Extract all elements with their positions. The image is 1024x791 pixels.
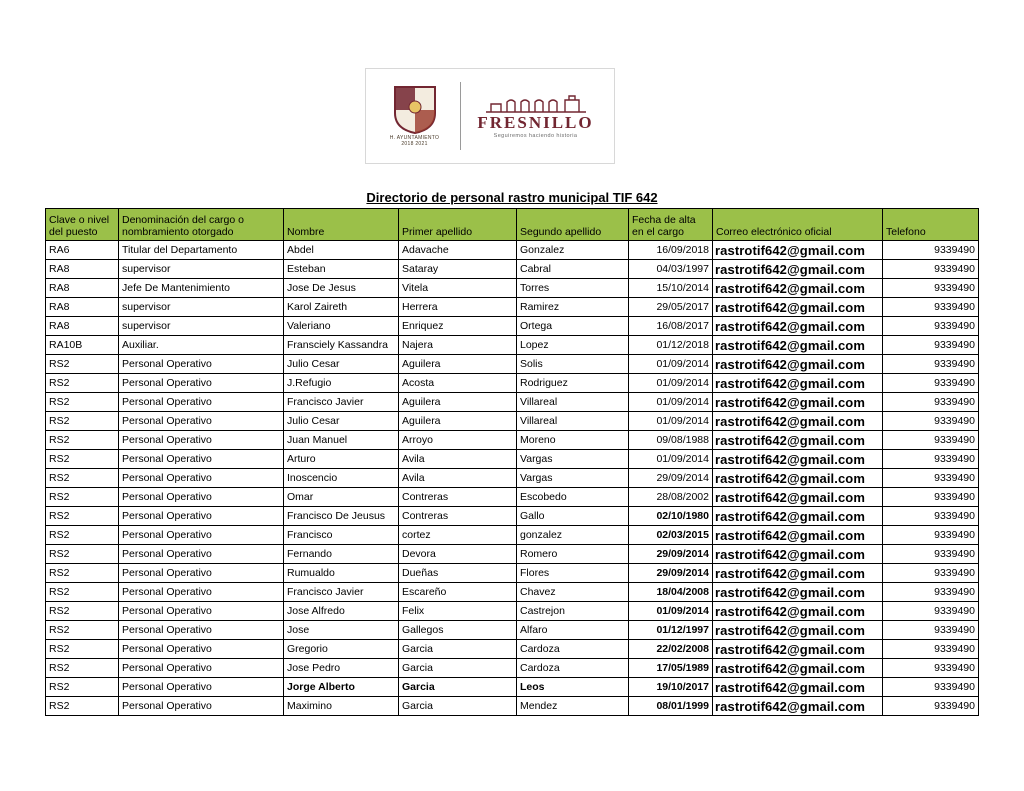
cell-nombre: Jose bbox=[284, 621, 399, 640]
cell-correo: rastrotif642@gmail.com bbox=[713, 431, 883, 450]
cell-primer: Garcia bbox=[399, 640, 517, 659]
cell-fecha: 19/10/2017 bbox=[629, 678, 713, 697]
cell-primer: Avila bbox=[399, 450, 517, 469]
table-row bbox=[46, 678, 979, 697]
fresnillo-logo bbox=[471, 94, 601, 139]
cell-clave: RS2 bbox=[46, 507, 119, 526]
cell-telefono: 9339490 bbox=[883, 393, 979, 412]
table-row bbox=[46, 564, 979, 583]
cell-telefono: 9339490 bbox=[883, 336, 979, 355]
cell-primer: Garcia bbox=[399, 697, 517, 716]
cell-cargo: Personal Operativo bbox=[119, 545, 284, 564]
cell-nombre: Gregorio bbox=[284, 640, 399, 659]
city-crest-logo bbox=[380, 85, 450, 147]
cell-cargo: supervisor bbox=[119, 298, 284, 317]
column-header-correo: Correo electrónico oficial bbox=[713, 209, 883, 241]
header-logo-block bbox=[365, 68, 615, 164]
cell-cargo: supervisor bbox=[119, 260, 284, 279]
cell-cargo: Personal Operativo bbox=[119, 564, 284, 583]
cell-nombre: Jose Pedro bbox=[284, 659, 399, 678]
table-row bbox=[46, 260, 979, 279]
cell-fecha: 17/05/1989 bbox=[629, 659, 713, 678]
cell-correo: rastrotif642@gmail.com bbox=[713, 336, 883, 355]
cell-primer: Sataray bbox=[399, 260, 517, 279]
cell-clave: RA10B bbox=[46, 336, 119, 355]
cell-cargo: Personal Operativo bbox=[119, 621, 284, 640]
cell-telefono: 9339490 bbox=[883, 659, 979, 678]
building-silhouette-icon bbox=[481, 94, 591, 114]
cell-clave: RS2 bbox=[46, 583, 119, 602]
cell-fecha: 01/09/2014 bbox=[629, 393, 713, 412]
cell-correo: rastrotif642@gmail.com bbox=[713, 678, 883, 697]
cell-correo: rastrotif642@gmail.com bbox=[713, 260, 883, 279]
table-row bbox=[46, 336, 979, 355]
table-row bbox=[46, 621, 979, 640]
cell-correo: rastrotif642@gmail.com bbox=[713, 621, 883, 640]
cell-clave: RS2 bbox=[46, 431, 119, 450]
cell-telefono: 9339490 bbox=[883, 431, 979, 450]
table-row bbox=[46, 317, 979, 336]
column-header-nombre: Nombre bbox=[284, 209, 399, 241]
cell-correo: rastrotif642@gmail.com bbox=[713, 507, 883, 526]
cell-telefono: 9339490 bbox=[883, 279, 979, 298]
cell-segundo: Castrejon bbox=[517, 602, 629, 621]
cell-clave: RS2 bbox=[46, 640, 119, 659]
cell-nombre: Jose Alfredo bbox=[284, 602, 399, 621]
cell-fecha: 04/03/1997 bbox=[629, 260, 713, 279]
cell-primer: Adavache bbox=[399, 241, 517, 260]
cell-fecha: 15/10/2014 bbox=[629, 279, 713, 298]
table-row bbox=[46, 602, 979, 621]
column-header-fecha: Fecha de alta en el cargo bbox=[629, 209, 713, 241]
cell-telefono: 9339490 bbox=[883, 412, 979, 431]
cell-primer: Herrera bbox=[399, 298, 517, 317]
cell-nombre: Francisco bbox=[284, 526, 399, 545]
cell-telefono: 9339490 bbox=[883, 298, 979, 317]
column-header-cargo: Denominación del cargo o nombramiento otorgado bbox=[119, 209, 284, 241]
cell-primer: Felix bbox=[399, 602, 517, 621]
cell-nombre: Juan Manuel bbox=[284, 431, 399, 450]
table-row bbox=[46, 431, 979, 450]
cell-telefono: 9339490 bbox=[883, 545, 979, 564]
cell-clave: RS2 bbox=[46, 526, 119, 545]
cell-primer: Gallegos bbox=[399, 621, 517, 640]
crest-caption-line1: H. AYUNTAMIENTO bbox=[389, 135, 440, 141]
table-row bbox=[46, 355, 979, 374]
table-row bbox=[46, 507, 979, 526]
cell-segundo: gonzalez bbox=[517, 526, 629, 545]
cell-clave: RA8 bbox=[46, 260, 119, 279]
cell-fecha: 01/12/2018 bbox=[629, 336, 713, 355]
crest-caption-line2: 2018 2021 bbox=[401, 141, 428, 147]
cell-clave: RS2 bbox=[46, 564, 119, 583]
cell-correo: rastrotif642@gmail.com bbox=[713, 469, 883, 488]
cell-cargo: Personal Operativo bbox=[119, 355, 284, 374]
cell-nombre: Abdel bbox=[284, 241, 399, 260]
cell-clave: RS2 bbox=[46, 678, 119, 697]
table-row bbox=[46, 488, 979, 507]
cell-primer: Aguilera bbox=[399, 355, 517, 374]
cell-fecha: 02/10/1980 bbox=[629, 507, 713, 526]
column-header-clave: Clave o nivel del puesto bbox=[46, 209, 119, 241]
cell-correo: rastrotif642@gmail.com bbox=[713, 374, 883, 393]
cell-fecha: 29/09/2014 bbox=[629, 469, 713, 488]
cell-clave: RS2 bbox=[46, 697, 119, 716]
cell-primer: Escareño bbox=[399, 583, 517, 602]
cell-segundo: Ramirez bbox=[517, 298, 629, 317]
cell-segundo: Alfaro bbox=[517, 621, 629, 640]
cell-primer: Aguilera bbox=[399, 412, 517, 431]
cell-nombre: Inoscencio bbox=[284, 469, 399, 488]
cell-segundo: Lopez bbox=[517, 336, 629, 355]
cell-segundo: Flores bbox=[517, 564, 629, 583]
table-row bbox=[46, 526, 979, 545]
cell-telefono: 9339490 bbox=[883, 260, 979, 279]
cell-segundo: Cabral bbox=[517, 260, 629, 279]
brand-tagline: Seguiremos haciendo historia bbox=[493, 132, 578, 139]
cell-correo: rastrotif642@gmail.com bbox=[713, 393, 883, 412]
cell-segundo: Rodriguez bbox=[517, 374, 629, 393]
cell-correo: rastrotif642@gmail.com bbox=[713, 545, 883, 564]
cell-cargo: Personal Operativo bbox=[119, 393, 284, 412]
cell-telefono: 9339490 bbox=[883, 678, 979, 697]
column-header-primer: Primer apellido bbox=[399, 209, 517, 241]
cell-nombre: Fernando bbox=[284, 545, 399, 564]
cell-nombre: Francisco De Jeusus bbox=[284, 507, 399, 526]
cell-primer: Vitela bbox=[399, 279, 517, 298]
cell-segundo: Romero bbox=[517, 545, 629, 564]
cell-nombre: Francisco Javier bbox=[284, 393, 399, 412]
cell-correo: rastrotif642@gmail.com bbox=[713, 279, 883, 298]
cell-nombre: Karol Zaireth bbox=[284, 298, 399, 317]
cell-fecha: 01/09/2014 bbox=[629, 450, 713, 469]
cell-segundo: Leos bbox=[517, 678, 629, 697]
cell-cargo: Personal Operativo bbox=[119, 678, 284, 697]
cell-telefono: 9339490 bbox=[883, 374, 979, 393]
cell-fecha: 22/02/2008 bbox=[629, 640, 713, 659]
cell-cargo: Personal Operativo bbox=[119, 412, 284, 431]
cell-cargo: Personal Operativo bbox=[119, 431, 284, 450]
cell-segundo: Gonzalez bbox=[517, 241, 629, 260]
cell-nombre: Jose De Jesus bbox=[284, 279, 399, 298]
cell-segundo: Chavez bbox=[517, 583, 629, 602]
cell-telefono: 9339490 bbox=[883, 241, 979, 260]
cell-fecha: 16/08/2017 bbox=[629, 317, 713, 336]
cell-nombre: Rumualdo bbox=[284, 564, 399, 583]
table-row bbox=[46, 450, 979, 469]
cell-clave: RS2 bbox=[46, 469, 119, 488]
cell-clave: RA8 bbox=[46, 298, 119, 317]
cell-segundo: Cardoza bbox=[517, 659, 629, 678]
cell-correo: rastrotif642@gmail.com bbox=[713, 241, 883, 260]
cell-fecha: 09/08/1988 bbox=[629, 431, 713, 450]
cell-clave: RS2 bbox=[46, 355, 119, 374]
cell-fecha: 02/03/2015 bbox=[629, 526, 713, 545]
cell-telefono: 9339490 bbox=[883, 488, 979, 507]
cell-cargo: Auxiliar. bbox=[119, 336, 284, 355]
cell-telefono: 9339490 bbox=[883, 526, 979, 545]
cell-nombre: Julio Cesar bbox=[284, 355, 399, 374]
cell-fecha: 18/04/2008 bbox=[629, 583, 713, 602]
cell-clave: RS2 bbox=[46, 374, 119, 393]
cell-cargo: Personal Operativo bbox=[119, 602, 284, 621]
cell-telefono: 9339490 bbox=[883, 564, 979, 583]
table-row bbox=[46, 279, 979, 298]
cell-fecha: 01/09/2014 bbox=[629, 412, 713, 431]
cell-correo: rastrotif642@gmail.com bbox=[713, 298, 883, 317]
table-row bbox=[46, 393, 979, 412]
cell-segundo: Villareal bbox=[517, 412, 629, 431]
cell-clave: RS2 bbox=[46, 412, 119, 431]
cell-cargo: Personal Operativo bbox=[119, 488, 284, 507]
cell-nombre: Omar bbox=[284, 488, 399, 507]
cell-segundo: Moreno bbox=[517, 431, 629, 450]
cell-fecha: 29/09/2014 bbox=[629, 545, 713, 564]
table-row bbox=[46, 412, 979, 431]
column-header-segundo: Segundo apellido bbox=[517, 209, 629, 241]
cell-cargo: Jefe De Mantenimiento bbox=[119, 279, 284, 298]
cell-correo: rastrotif642@gmail.com bbox=[713, 355, 883, 374]
table-row bbox=[46, 469, 979, 488]
cell-segundo: Solis bbox=[517, 355, 629, 374]
table-row bbox=[46, 374, 979, 393]
cell-primer: Contreras bbox=[399, 488, 517, 507]
cell-nombre: Julio Cesar bbox=[284, 412, 399, 431]
cell-primer: Garcia bbox=[399, 678, 517, 697]
cell-correo: rastrotif642@gmail.com bbox=[713, 697, 883, 716]
cell-cargo: Personal Operativo bbox=[119, 583, 284, 602]
personnel-directory-table bbox=[45, 208, 979, 716]
cell-primer: Dueñas bbox=[399, 564, 517, 583]
cell-clave: RS2 bbox=[46, 621, 119, 640]
cell-primer: Najera bbox=[399, 336, 517, 355]
table-row bbox=[46, 545, 979, 564]
cell-primer: Contreras bbox=[399, 507, 517, 526]
cell-correo: rastrotif642@gmail.com bbox=[713, 526, 883, 545]
cell-cargo: Personal Operativo bbox=[119, 659, 284, 678]
cell-primer: Aguilera bbox=[399, 393, 517, 412]
cell-segundo: Villareal bbox=[517, 393, 629, 412]
cell-fecha: 28/08/2002 bbox=[629, 488, 713, 507]
cell-correo: rastrotif642@gmail.com bbox=[713, 640, 883, 659]
cell-primer: Avila bbox=[399, 469, 517, 488]
cell-nombre: Maximino bbox=[284, 697, 399, 716]
cell-clave: RS2 bbox=[46, 393, 119, 412]
cell-fecha: 01/12/1997 bbox=[629, 621, 713, 640]
table-header-row bbox=[46, 209, 979, 241]
cell-clave: RS2 bbox=[46, 488, 119, 507]
table-row bbox=[46, 241, 979, 260]
cell-clave: RS2 bbox=[46, 659, 119, 678]
cell-segundo: Vargas bbox=[517, 450, 629, 469]
cell-nombre: Valeriano bbox=[284, 317, 399, 336]
table-row bbox=[46, 697, 979, 716]
cell-clave: RA8 bbox=[46, 279, 119, 298]
cell-correo: rastrotif642@gmail.com bbox=[713, 564, 883, 583]
cell-telefono: 9339490 bbox=[883, 697, 979, 716]
cell-correo: rastrotif642@gmail.com bbox=[713, 659, 883, 678]
cell-nombre: J.Refugio bbox=[284, 374, 399, 393]
cell-nombre: Arturo bbox=[284, 450, 399, 469]
cell-cargo: Titular del Departamento bbox=[119, 241, 284, 260]
brand-name: FRESNILLO bbox=[477, 112, 594, 132]
cell-nombre: Fransciely Kassandra bbox=[284, 336, 399, 355]
cell-correo: rastrotif642@gmail.com bbox=[713, 450, 883, 469]
cell-telefono: 9339490 bbox=[883, 355, 979, 374]
cell-clave: RS2 bbox=[46, 545, 119, 564]
cell-segundo: Cardoza bbox=[517, 640, 629, 659]
cell-telefono: 9339490 bbox=[883, 317, 979, 336]
cell-clave: RA8 bbox=[46, 317, 119, 336]
cell-segundo: Vargas bbox=[517, 469, 629, 488]
cell-telefono: 9339490 bbox=[883, 621, 979, 640]
cell-segundo: Escobedo bbox=[517, 488, 629, 507]
cell-telefono: 9339490 bbox=[883, 450, 979, 469]
cell-telefono: 9339490 bbox=[883, 602, 979, 621]
cell-clave: RS2 bbox=[46, 602, 119, 621]
cell-segundo: Mendez bbox=[517, 697, 629, 716]
cell-primer: Garcia bbox=[399, 659, 517, 678]
cell-correo: rastrotif642@gmail.com bbox=[713, 583, 883, 602]
cell-correo: rastrotif642@gmail.com bbox=[713, 412, 883, 431]
cell-fecha: 01/09/2014 bbox=[629, 374, 713, 393]
cell-nombre: Jorge Alberto bbox=[284, 678, 399, 697]
table-row bbox=[46, 640, 979, 659]
page-title: Directorio de personal rastro municipal TIF 642 bbox=[366, 190, 658, 205]
table-row bbox=[46, 583, 979, 602]
cell-cargo: supervisor bbox=[119, 317, 284, 336]
cell-cargo: Personal Operativo bbox=[119, 374, 284, 393]
cell-nombre: Esteban bbox=[284, 260, 399, 279]
cell-segundo: Torres bbox=[517, 279, 629, 298]
cell-cargo: Personal Operativo bbox=[119, 450, 284, 469]
cell-fecha: 29/05/2017 bbox=[629, 298, 713, 317]
cell-correo: rastrotif642@gmail.com bbox=[713, 488, 883, 507]
cell-telefono: 9339490 bbox=[883, 469, 979, 488]
cell-nombre: Francisco Javier bbox=[284, 583, 399, 602]
cell-telefono: 9339490 bbox=[883, 583, 979, 602]
cell-telefono: 9339490 bbox=[883, 507, 979, 526]
table-body bbox=[46, 241, 979, 716]
cell-primer: Arroyo bbox=[399, 431, 517, 450]
table-row bbox=[46, 659, 979, 678]
logo-divider bbox=[460, 82, 461, 150]
cell-cargo: Personal Operativo bbox=[119, 640, 284, 659]
cell-primer: cortez bbox=[399, 526, 517, 545]
cell-fecha: 29/09/2014 bbox=[629, 564, 713, 583]
cell-clave: RA6 bbox=[46, 241, 119, 260]
cell-telefono: 9339490 bbox=[883, 640, 979, 659]
cell-fecha: 01/09/2014 bbox=[629, 602, 713, 621]
cell-cargo: Personal Operativo bbox=[119, 507, 284, 526]
cell-clave: RS2 bbox=[46, 450, 119, 469]
cell-fecha: 16/09/2018 bbox=[629, 241, 713, 260]
cell-fecha: 08/01/1999 bbox=[629, 697, 713, 716]
table-row bbox=[46, 298, 979, 317]
cell-segundo: Ortega bbox=[517, 317, 629, 336]
cell-cargo: Personal Operativo bbox=[119, 526, 284, 545]
cell-cargo: Personal Operativo bbox=[119, 469, 284, 488]
cell-correo: rastrotif642@gmail.com bbox=[713, 602, 883, 621]
cell-fecha: 01/09/2014 bbox=[629, 355, 713, 374]
cell-primer: Enriquez bbox=[399, 317, 517, 336]
cell-correo: rastrotif642@gmail.com bbox=[713, 317, 883, 336]
cell-primer: Devora bbox=[399, 545, 517, 564]
cell-primer: Acosta bbox=[399, 374, 517, 393]
column-header-telefono: Telefono bbox=[883, 209, 979, 241]
cell-segundo: Gallo bbox=[517, 507, 629, 526]
cell-cargo: Personal Operativo bbox=[119, 697, 284, 716]
crest-icon bbox=[393, 85, 437, 135]
